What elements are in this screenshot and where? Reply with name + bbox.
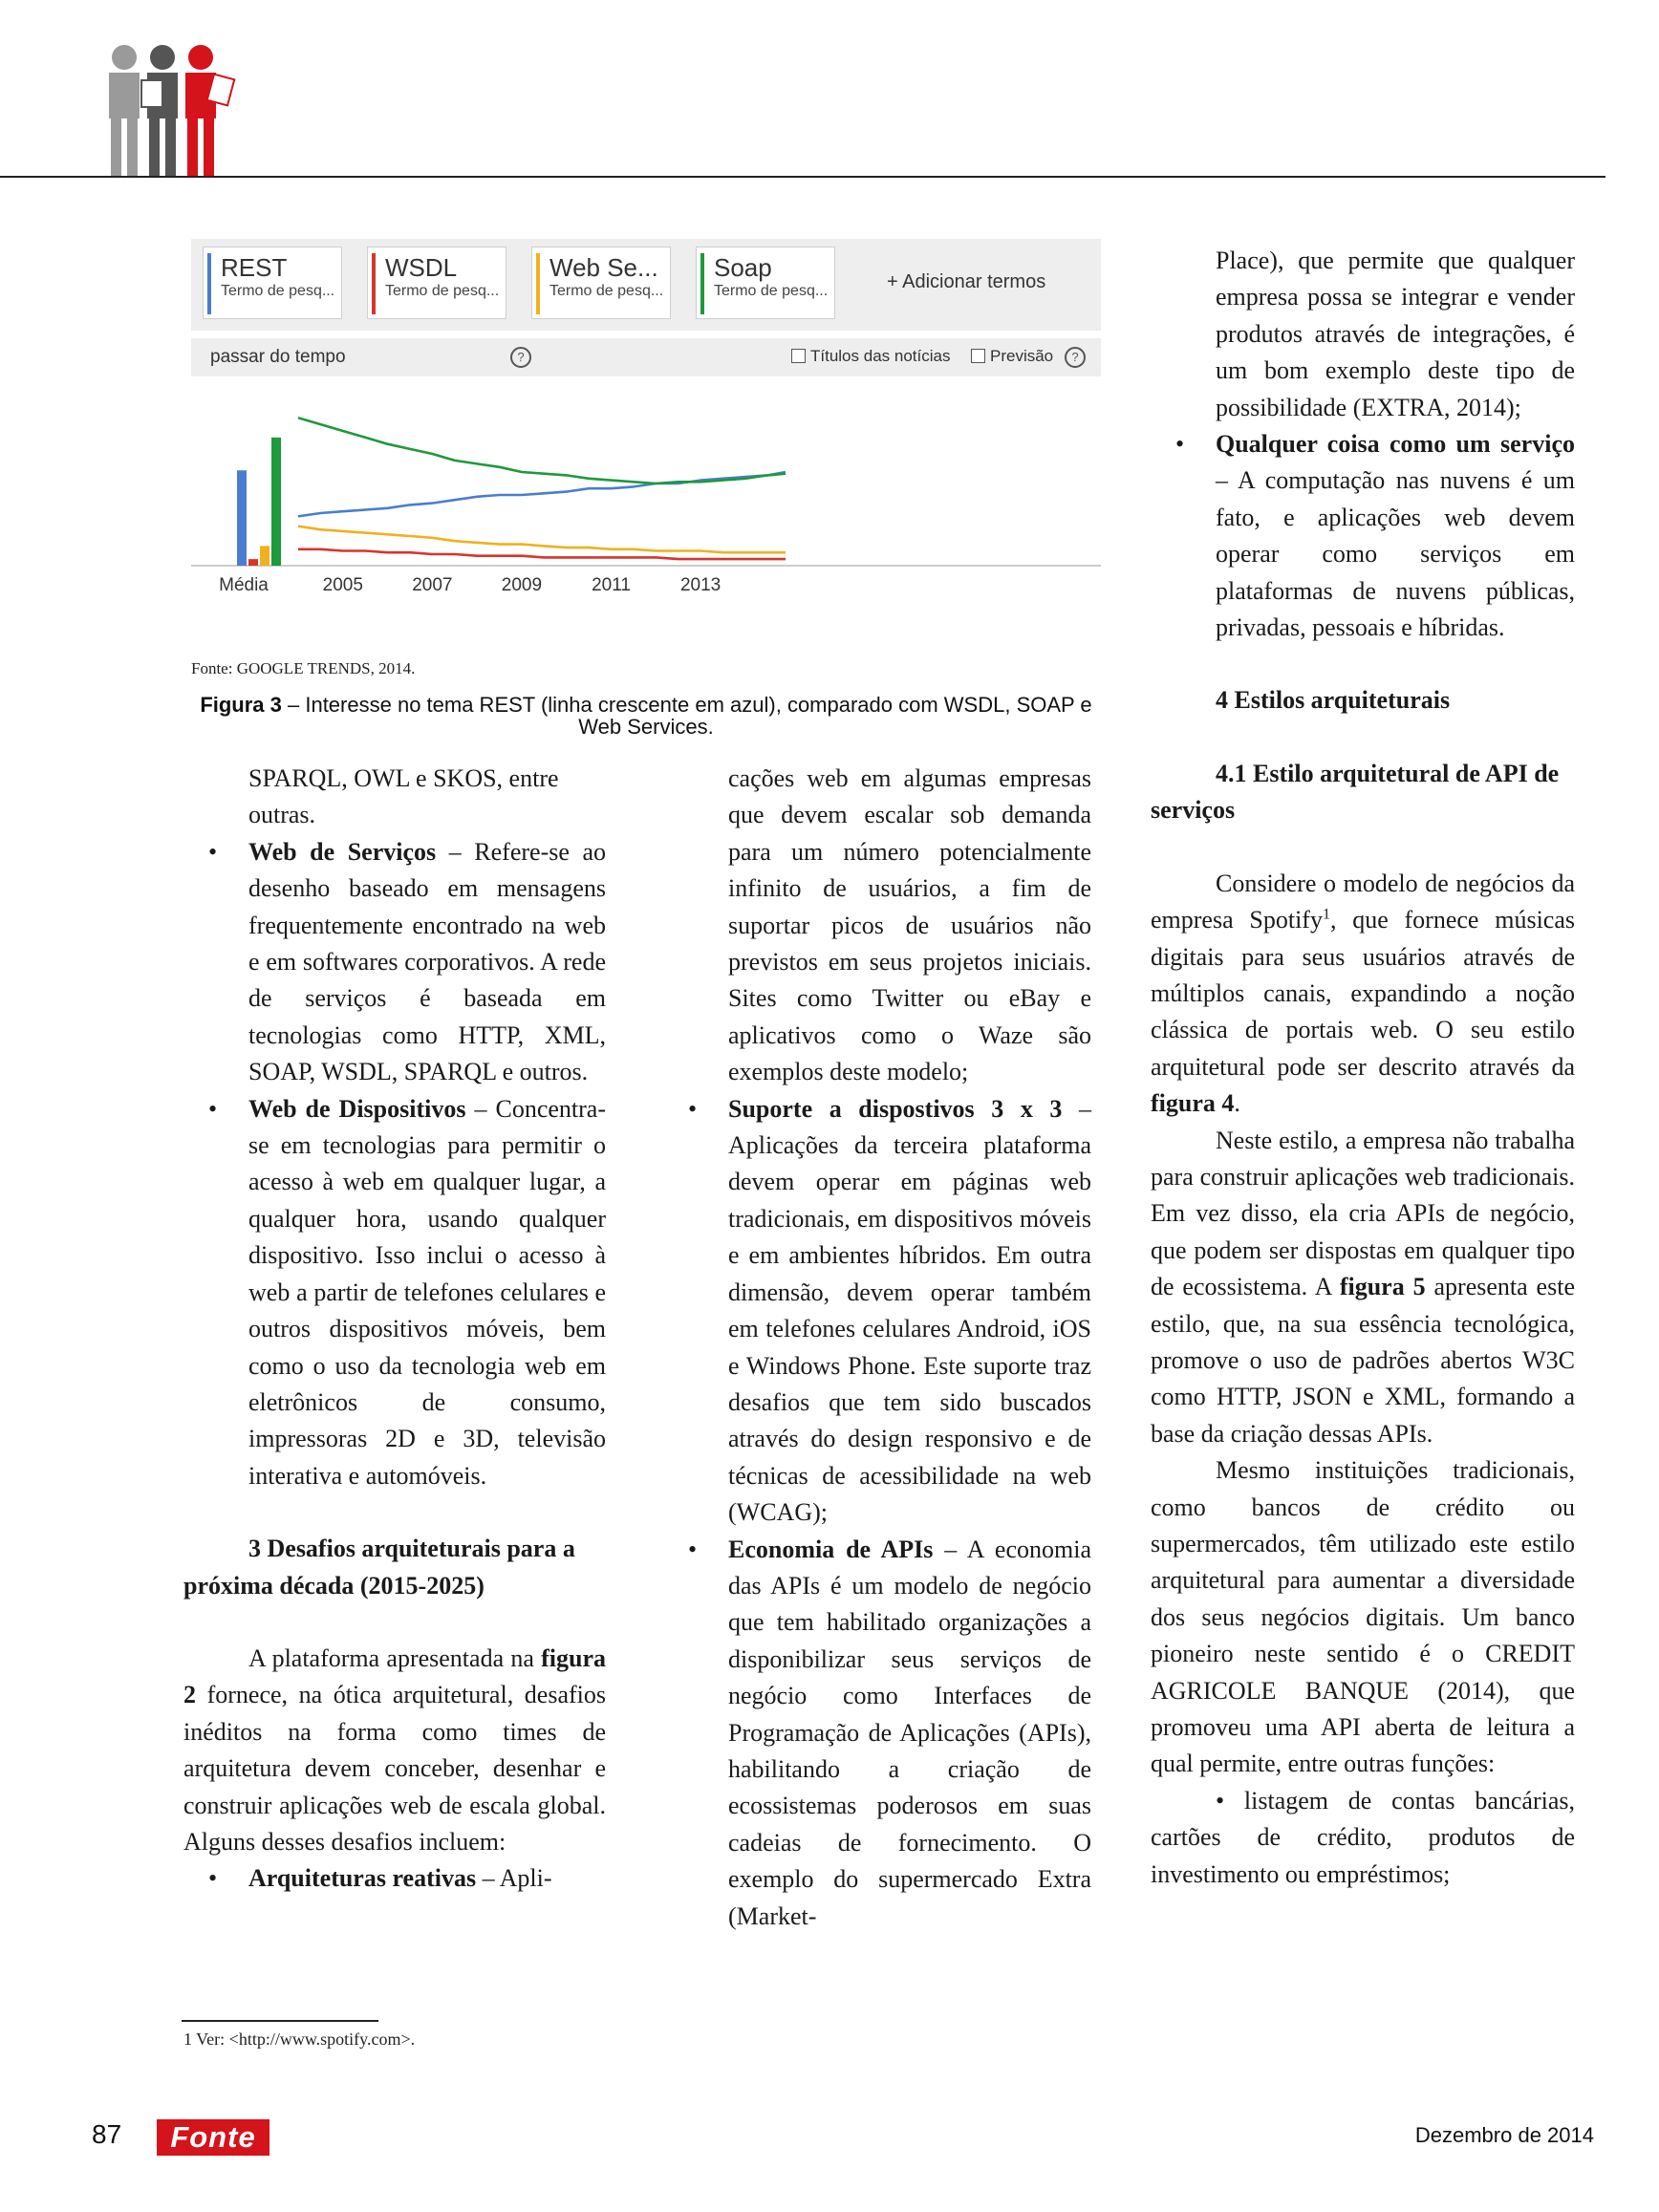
term-box-soap[interactable] (696, 247, 835, 319)
header-rule (0, 176, 1605, 178)
figure-reference: figura 5 (1339, 1273, 1426, 1301)
paragraph: Mesmo instituições tradicionais, como bancos de crédito ou supermercados, têm utilizado este estilo arquitetural para aumentar a diversidade dos seus negócios digitais. Um banco pioneiro neste sentido é o CREDIT AGRICOLE BANQUE (2014), que promoveu uma API aberta de leitura a qual permite, entre outras funções: (1151, 1456, 1575, 1778)
list-item (183, 834, 606, 1091)
spacer (183, 1604, 606, 1641)
average-bar-wsdl (248, 559, 258, 566)
spacer (183, 1494, 606, 1531)
list-item (183, 1091, 606, 1494)
term-name: REST (221, 253, 288, 282)
average-bar-web-services (260, 546, 269, 566)
figure-reference: figura 4 (1151, 1089, 1235, 1118)
bullet-dot: • (688, 1535, 698, 1563)
figure-caption-text: – Interesse no tema REST (linha crescente em azul), comparado com WSDL, SOAP e Web Services. (281, 693, 1092, 739)
x-tick-label: Média (219, 575, 269, 595)
footnote-marker: 1 (1322, 906, 1330, 923)
trends-terms-bar (191, 239, 1101, 331)
news-headlines-label: Títulos das notícias (810, 347, 951, 365)
term-name: Soap (714, 253, 772, 282)
term-color-stripe (700, 253, 704, 314)
list-item-text: listagem de contas bancárias, cartões de crédito, produtos de investimento ou empréstimos; (1151, 1786, 1575, 1888)
term-sub: Termo de pesq... (221, 283, 335, 299)
paragraph (1151, 1123, 1575, 1453)
column-1 (183, 761, 606, 1898)
help-icon[interactable]: ? (1065, 347, 1086, 368)
bullet-dot: • (208, 837, 218, 866)
bullet-dot: • (688, 1094, 698, 1123)
list-item-text: – A economia das APIs é um modelo de negócio que tem habilitado organizações a disponibilizar seus serviços de negócio como Interfaces de Programação de Aplicações (APIs), habilitando a criação de ecossistemas poderosos em suas cadeias de fornecimento. O exemplo do supermercado Extra (Market- (728, 1535, 1091, 1930)
term-box-rest[interactable] (203, 247, 342, 319)
paragraph (1151, 866, 1575, 1123)
forecast-label: Previsão (990, 347, 1054, 365)
list-item (1151, 1783, 1575, 1893)
forecast-checkbox[interactable] (971, 349, 985, 363)
x-tick-label: 2007 (412, 575, 453, 595)
figure-caption (191, 694, 1101, 738)
paragraph: Place), que permite que qualquer empresa possa se integrar e vender produtos através de integrações, é um bom exemplo deste tipo de possibilidade (EXTRA, 2014); (1216, 247, 1575, 421)
list-item (663, 1532, 1091, 1935)
average-bar-soap (271, 438, 281, 566)
spacer (1151, 646, 1575, 682)
term-color-stripe (372, 253, 376, 314)
figure-reference: figura 2 (183, 1643, 606, 1709)
column-3 (1151, 243, 1575, 1893)
series-line-web-services (298, 526, 786, 553)
term-box-wsdl[interactable] (367, 247, 506, 319)
list-item-title: Arquiteturas reativas (248, 1864, 477, 1893)
magazine-logo: Fonte (157, 2119, 269, 2156)
series-line-soap (298, 418, 786, 483)
list-item (663, 1091, 1091, 1532)
spacer (1151, 719, 1575, 756)
section-heading: 4 Estilos arquiteturais (1216, 686, 1451, 715)
figure-source: Fonte: GOOGLE TRENDS, 2014. (191, 659, 416, 677)
issue-date: Dezembro de 2014 (1414, 2123, 1594, 2147)
spacer (1151, 829, 1575, 866)
paragraph-text: fornece, na ótica arquitetural, desafios inéditos na forma como times de arquitetura devem conceber, desenhar e construir aplicações web de escala global. Alguns desses desafios incluem: (183, 1681, 606, 1856)
list-item (183, 1860, 606, 1897)
help-icon[interactable]: ? (510, 347, 531, 368)
people-logo-icon (88, 38, 241, 180)
paragraph: cações web em algumas empresas que devem escalar sob demanda para um número potencialmente infinito de usuários, a fim de suportar picos de usuários não previstos em seus projetos iniciais. Sites como Twitter ou eBay e aplicativos como o Waze são exemplos deste modelo; (728, 764, 1091, 1086)
list-item-title: Qualquer coisa como um serviço (1216, 430, 1575, 459)
term-sub: Termo de pesq... (549, 283, 664, 299)
paragraph-text: , que fornece músicas digitais para seus usuários através de múltiplos canais, expandindo a noção clássica de portais web. O seu estilo arquitetural pode ser descrito através da (1151, 906, 1575, 1081)
average-bar-rest (237, 470, 247, 566)
x-tick-label: 2013 (679, 575, 722, 595)
paragraph: SPARQL, OWL e SKOS, entre outras. (248, 764, 559, 829)
term-sub: Termo de pesq... (385, 283, 500, 299)
x-tick-label: 2009 (501, 575, 543, 595)
trends-chart (191, 382, 1101, 604)
figure-caption-label: Figura 3 (200, 693, 282, 717)
paragraph-text: A plataforma apresentada na (248, 1643, 542, 1672)
page-number: 87 (92, 2119, 122, 2149)
term-name: WSDL (385, 253, 458, 282)
term-color-stripe (536, 253, 540, 314)
term-sub: Termo de pesq... (714, 283, 829, 299)
bullet-dot: • (1175, 430, 1185, 459)
bullet-dot: • (1216, 1786, 1225, 1815)
term-color-stripe (207, 253, 211, 314)
list-item-text: – Refere-se ao desenho baseado em mensagens frequentemente encontrado na web e em softwares corporativos. A rede de serviços é baseada em tecnologias como HTTP, XML, SOAP, WSDL, SPARQL e outros. (248, 837, 606, 1086)
list-item-title: Economia de APIs (728, 1535, 934, 1563)
list-item (1151, 426, 1575, 646)
x-tick-label: 2011 (592, 575, 631, 595)
add-terms-button[interactable]: + Adicionar termos (887, 271, 1046, 292)
news-headlines-checkbox[interactable] (791, 349, 806, 363)
list-item-text: – Aplicações da terceira plataforma devem operar em páginas web tradicionais, em dispositivos móveis e em ambientes híbridos. Em outra dimensão, devem operar também em telefones celulares Android, iOS e Windows Phone. Este suporte traz desafios que tem sido buscados através do design responsivo e de técnicas de acessibilidade na web (WCAG); (728, 1094, 1092, 1527)
section-heading: 3 Desafios arquiteturais para a próxima década (2015-2025) (183, 1535, 575, 1600)
paragraph (183, 1641, 606, 1860)
x-tick-label: 2005 (322, 575, 363, 595)
trends-options-bar (191, 338, 1101, 376)
list-item-title: Web de Dispositivos (248, 1094, 466, 1123)
list-item-title: Web de Serviços (248, 837, 437, 866)
list-item-text: – Concentra-se em tecnologias para permitir o acesso à web em qualquer lugar, a qualquer hora, usando qualquer dispositivo. Isso inclui o acesso à web a partir de telefones celulares e outros dispositivos móveis, bem como o uso da tecnologia web em eletrônicos de consumo, impressoras 2D e 3D, televisão interativa e automóveis. (248, 1094, 606, 1490)
bullet-dot: • (208, 1864, 218, 1893)
term-box-web-services[interactable] (531, 247, 671, 319)
figure-3 (191, 239, 1101, 631)
time-dropdown[interactable]: passar do tempo (210, 347, 346, 367)
paragraph-text: Considere o modelo de negócios da empresa Spotify (1151, 869, 1575, 934)
footnote: 1 Ver: <http://www.spotify.com>. (183, 2029, 416, 2049)
series-line-rest (298, 472, 786, 516)
column-2 (663, 761, 1091, 1935)
bullet-dot: • (208, 1094, 218, 1123)
footnote-rule (182, 2020, 378, 2022)
paragraph-text: . (1234, 1089, 1240, 1118)
list-item-text: – Apli- (476, 1864, 552, 1893)
subsection-heading: 4.1 Estilo arquitetural de API de serviços (1151, 759, 1560, 825)
list-item-title: Suporte a dispostivos 3 x 3 (728, 1094, 1063, 1123)
term-name: Web Se... (549, 253, 658, 282)
list-item-text: – A computação nas nuvens é um fato, e aplicações web devem operar como serviços em plataformas de nuvens públicas, privadas, pessoais e híbridas. (1216, 466, 1575, 642)
paragraph-text: Neste estilo, a empresa não trabalha para construir aplicações web tradicionais. Em vez disso, ela cria APIs de negócio, que podem ser dispostas em qualquer tipo de ecossistema. A (1151, 1126, 1575, 1301)
paragraph-text: apresenta este estilo, que, na sua essência tecnológica, promove o uso de padrões abertos W3C como HTTP, JSON e XML, formando a base da criação dessas APIs. (1151, 1273, 1575, 1448)
